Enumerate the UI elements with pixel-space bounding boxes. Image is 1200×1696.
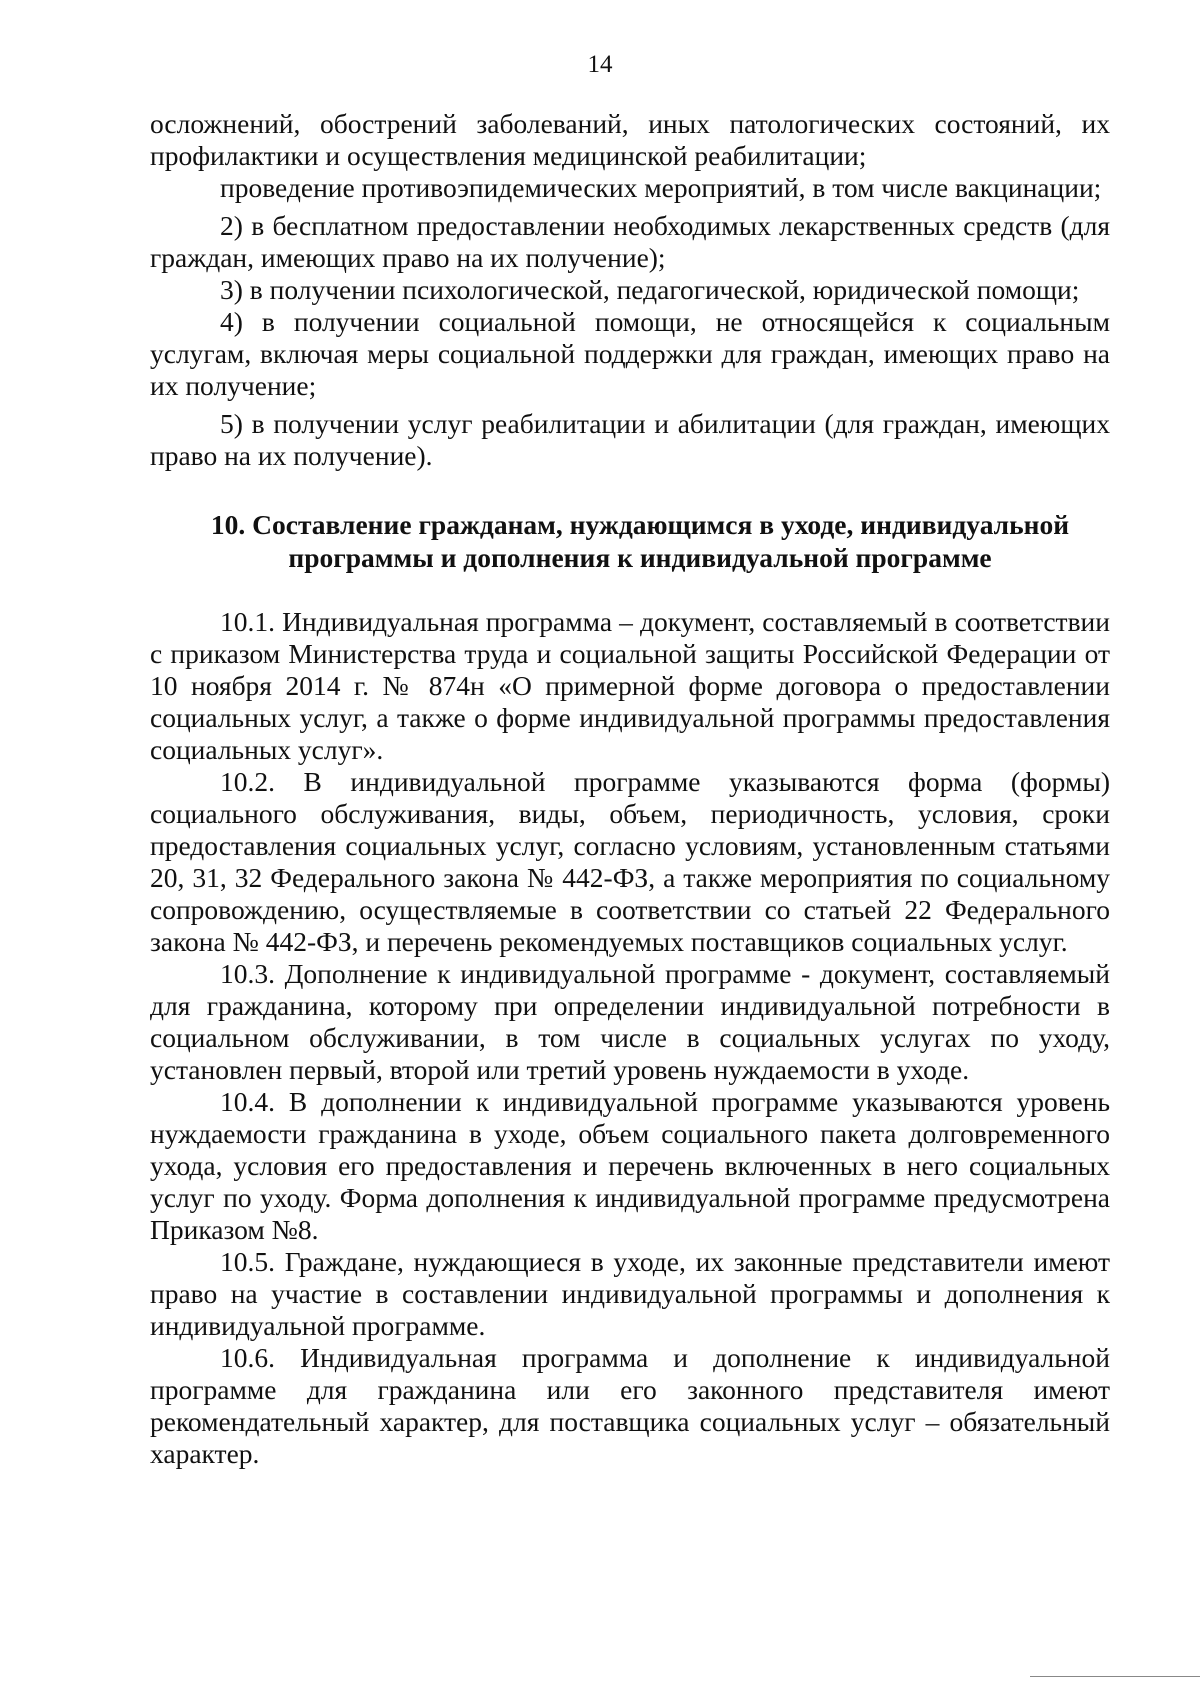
paragraph-10-4: 10.4. В дополнении к индивидуальной программе указываются уровень нуждаемости гражданина в уходе, объем социального пакета долговременного ухода, условия его предоставления и перечень включенных в него социальных услуг по уходу. Форма дополнения к индивидуальной программе предусмотрена Приказом №8.: [150, 1086, 1110, 1245]
paragraph-10-3: 10.3. Дополнение к индивидуальной программе - документ, составляемый для гражданина, которому при определении индивидуальной потребности в социальном обслуживании, в том числе в социальных услугах по уходу, установлен первый, второй или третий уровень нуждаемости в уходе.: [150, 958, 1110, 1085]
scan-edge-line: [1030, 1676, 1200, 1677]
list-item-2: 2) в бесплатном предоставлении необходимых лекарственных средств (для граждан, имеющих право на их получение);: [150, 210, 1110, 273]
document-body: [150, 108, 1110, 1470]
list-item-5: 5) в получении услуг реабилитации и абилитации (для граждан, имеющих право на их получение).: [150, 408, 1110, 471]
paragraph-10-2: 10.2. В индивидуальной программе указываются форма (формы) социального обслуживания, виды, объем, периодичность, условия, сроки предоставления социальных услуг, согласно условиям, установленным статьями 20, 31, 32 Федерального закона № 442-ФЗ, а также мероприятия по социальному сопровождению, осуществляемые в соответствии со статьей 22 Федерального закона № 442-ФЗ, и перечень рекомендуемых поставщиков социальных услуг.: [150, 766, 1110, 957]
page-number: 14: [587, 51, 613, 78]
section-heading-line-1: 10. Составление гражданам, нуждающимся в уходе, индивидуальной: [210, 509, 1070, 540]
section-heading: [150, 508, 1110, 574]
list-item-4: 4) в получении социальной помощи, не относящейся к социальным услугам, включая меры социальной поддержки для граждан, имеющих право на их получение;: [150, 306, 1110, 401]
paragraph-10-1: 10.1. Индивидуальная программа – документ, составляемый в соответствии с приказом Министерства труда и социальной защиты Российской Федерации от 10 ноября 2014 г. № 874н «О примерной форме договора о предоставлении социальных услуг, а также о форме индивидуальной программы предоставления социальных услуг».: [150, 606, 1110, 765]
paragraph-10-5: 10.5. Граждане, нуждающиеся в уходе, их законные представители имеют право на участие в составлении индивидуальной программы и дополнения к индивидуальной программе.: [150, 1246, 1110, 1341]
paragraph-10-6: 10.6. Индивидуальная программа и дополнение к индивидуальной программе для гражданина или его законного представителя имеют рекомендательный характер, для поставщика социальных услуг – обязательный характер.: [150, 1342, 1110, 1469]
list-item-3: 3) в получении психологической, педагогической, юридической помощи;: [220, 274, 1080, 305]
paragraph-complications: осложнений, обострений заболеваний, иных патологических состояний, их профилактики и осуществления медицинской реабилитации;: [150, 108, 1110, 171]
paragraph-vaccination: проведение противоэпидемических мероприятий, в том числе вакцинации;: [220, 172, 1102, 203]
section-heading-line-2: программы и дополнения к индивидуальной программе: [288, 542, 992, 573]
